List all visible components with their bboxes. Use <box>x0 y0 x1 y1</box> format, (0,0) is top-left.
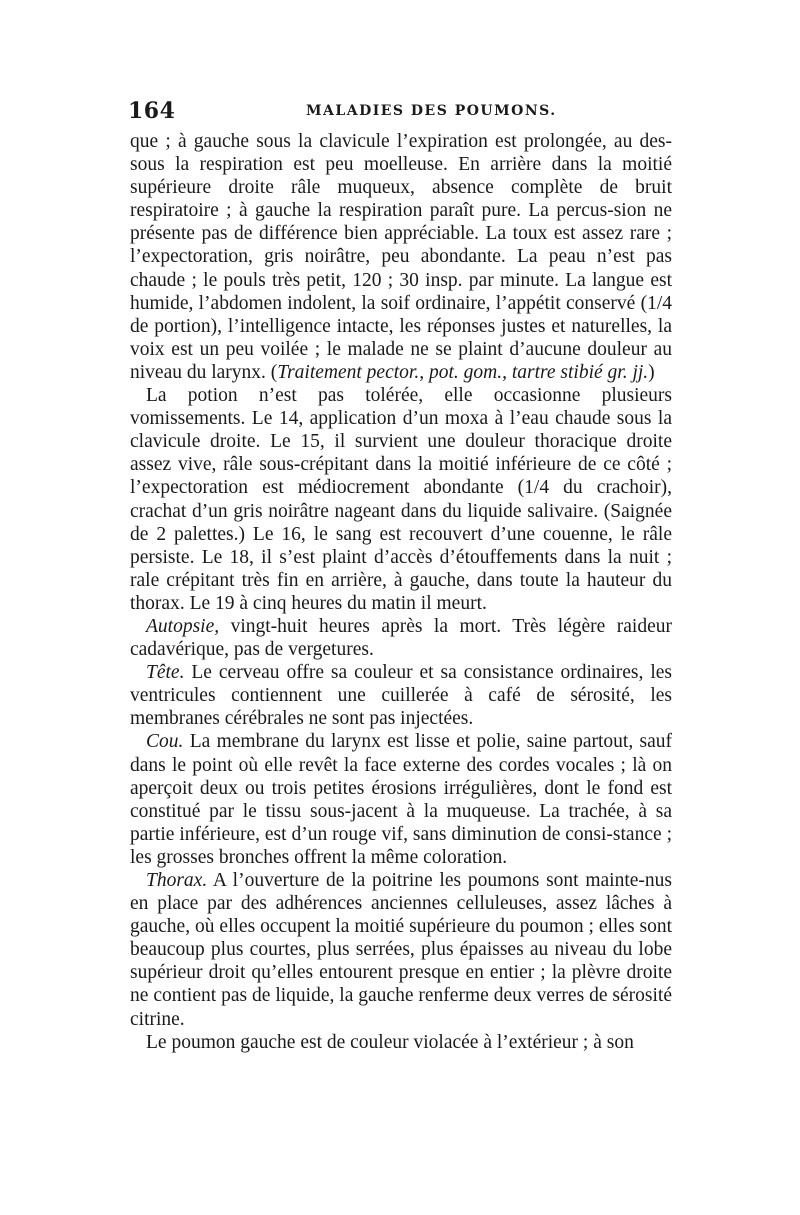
paragraph-1 <box>130 130 672 384</box>
page-number: 164 <box>128 98 176 124</box>
paragraph-text: La potion n’est pas tolérée, elle occasionne plusieurs vomissements. Le 14, application d’un moxa à l’eau chaude sous la clavicule droite. Le 15, il survient une douleur thoracique droite assez vive, râle sous-crépitant dans la moitié inférieure de ce côté ; l’expectoration est médiocrement abondante (1/4 du crachoir), crachat d’un gris noirâtre nageant dans du liquide salivaire. (Saignée de 2 palettes.) Le 16, le sang est recouvert d’une couenne, le râle persiste. Le 18, il s’est plaint d’accès d’étouffements dans la nuit ; rale crépitant très fin en arrière, à gauche, dans toute la hauteur du thorax. Le 19 à cinq heures du matin il meurt. <box>130 385 672 614</box>
section-label-tete: Tête. <box>146 662 185 684</box>
section-label-autopsie: Autopsie, <box>146 615 220 637</box>
closing-paren: ) <box>648 361 655 383</box>
paragraph-thorax <box>130 869 672 1031</box>
paragraph-text: vingt-huit heures après la mort. Très légère raideur cadavérique, pas de vergetures. <box>130 615 672 661</box>
paragraph-poumon-gauche <box>130 1031 672 1054</box>
paragraph-autopsie <box>130 615 672 661</box>
paragraph-tete <box>130 661 672 730</box>
paragraph-text: que ; à gauche sous la clavicule l’expiration est prolongée, au des-sous la respiration est peu moelleuse. En arrière dans la moitié supérieure droite râle muqueux, absence complète de bruit respiratoire ; à gauche la respiration paraît pure. La percus-sion ne présente pas de différence bien appréciable. La toux est assez rare ; l’expectoration, gris noirâtre, peu abondante. La peau n’est pas chaude ; le pouls très petit, 120 ; 30 insp. par minute. La langue est humide, l’abdomen indolent, la soif ordinaire, l’appétit conservé (1/4 de portion), l’intelligence intacte, les réponses justes et naturelles, la voix est un peu voilée ; le malade ne se plaint d’aucune douleur au niveau du larynx. ( <box>130 131 672 383</box>
paragraph-text: La membrane du larynx est lisse et polie, saine partout, sauf dans le point où elle revêt la face externe des cordes vocales ; là on aperçoit deux ou trois petites érosions irrégulières, dont le fond est constitué par le tissu sous-jacent à la muqueuse. La trachée, à sa partie inférieure, est d’un rouge vif, sans diminution de consi-stance ; les grosses bronches offrent la même coloration. <box>130 731 672 868</box>
running-title: MALADIES DES POUMONS. <box>306 103 557 119</box>
treatment-note: Traitement pector., pot. gom., tartre stibié gr. jj. <box>277 361 649 383</box>
paragraph-cou <box>130 730 672 869</box>
section-label-thorax: Thorax. <box>146 870 208 891</box>
page-header <box>128 98 670 126</box>
section-label-cou: Cou. <box>146 731 184 753</box>
paragraph-2 <box>130 384 672 615</box>
paragraph-text: A l’ouverture de la poitrine les poumons sont mainte-nus en place par des adhérences anciennes celluleuses, assez lâches à gauche, où elles occupent la moitié supérieure du poumon ; elles sont beaucoup plus courtes, plus serrées, plus épaisses au niveau du lobe supérieur droit qu’elles entourent presque en entier ; la plèvre droite ne contient pas de liquide, la gauche renferme deux verres de sérosité citrine. <box>130 870 672 1030</box>
body-text <box>130 130 672 1054</box>
paragraph-text: Le cerveau offre sa couleur et sa consistance ordinaires, les ventricules contiennent une cuillerée à café de sérosité, les membranes cérébrales ne sont pas injectées. <box>130 662 672 730</box>
paragraph-text: Le poumon gauche est de couleur violacée à l’extérieur ; à son <box>146 1031 634 1053</box>
